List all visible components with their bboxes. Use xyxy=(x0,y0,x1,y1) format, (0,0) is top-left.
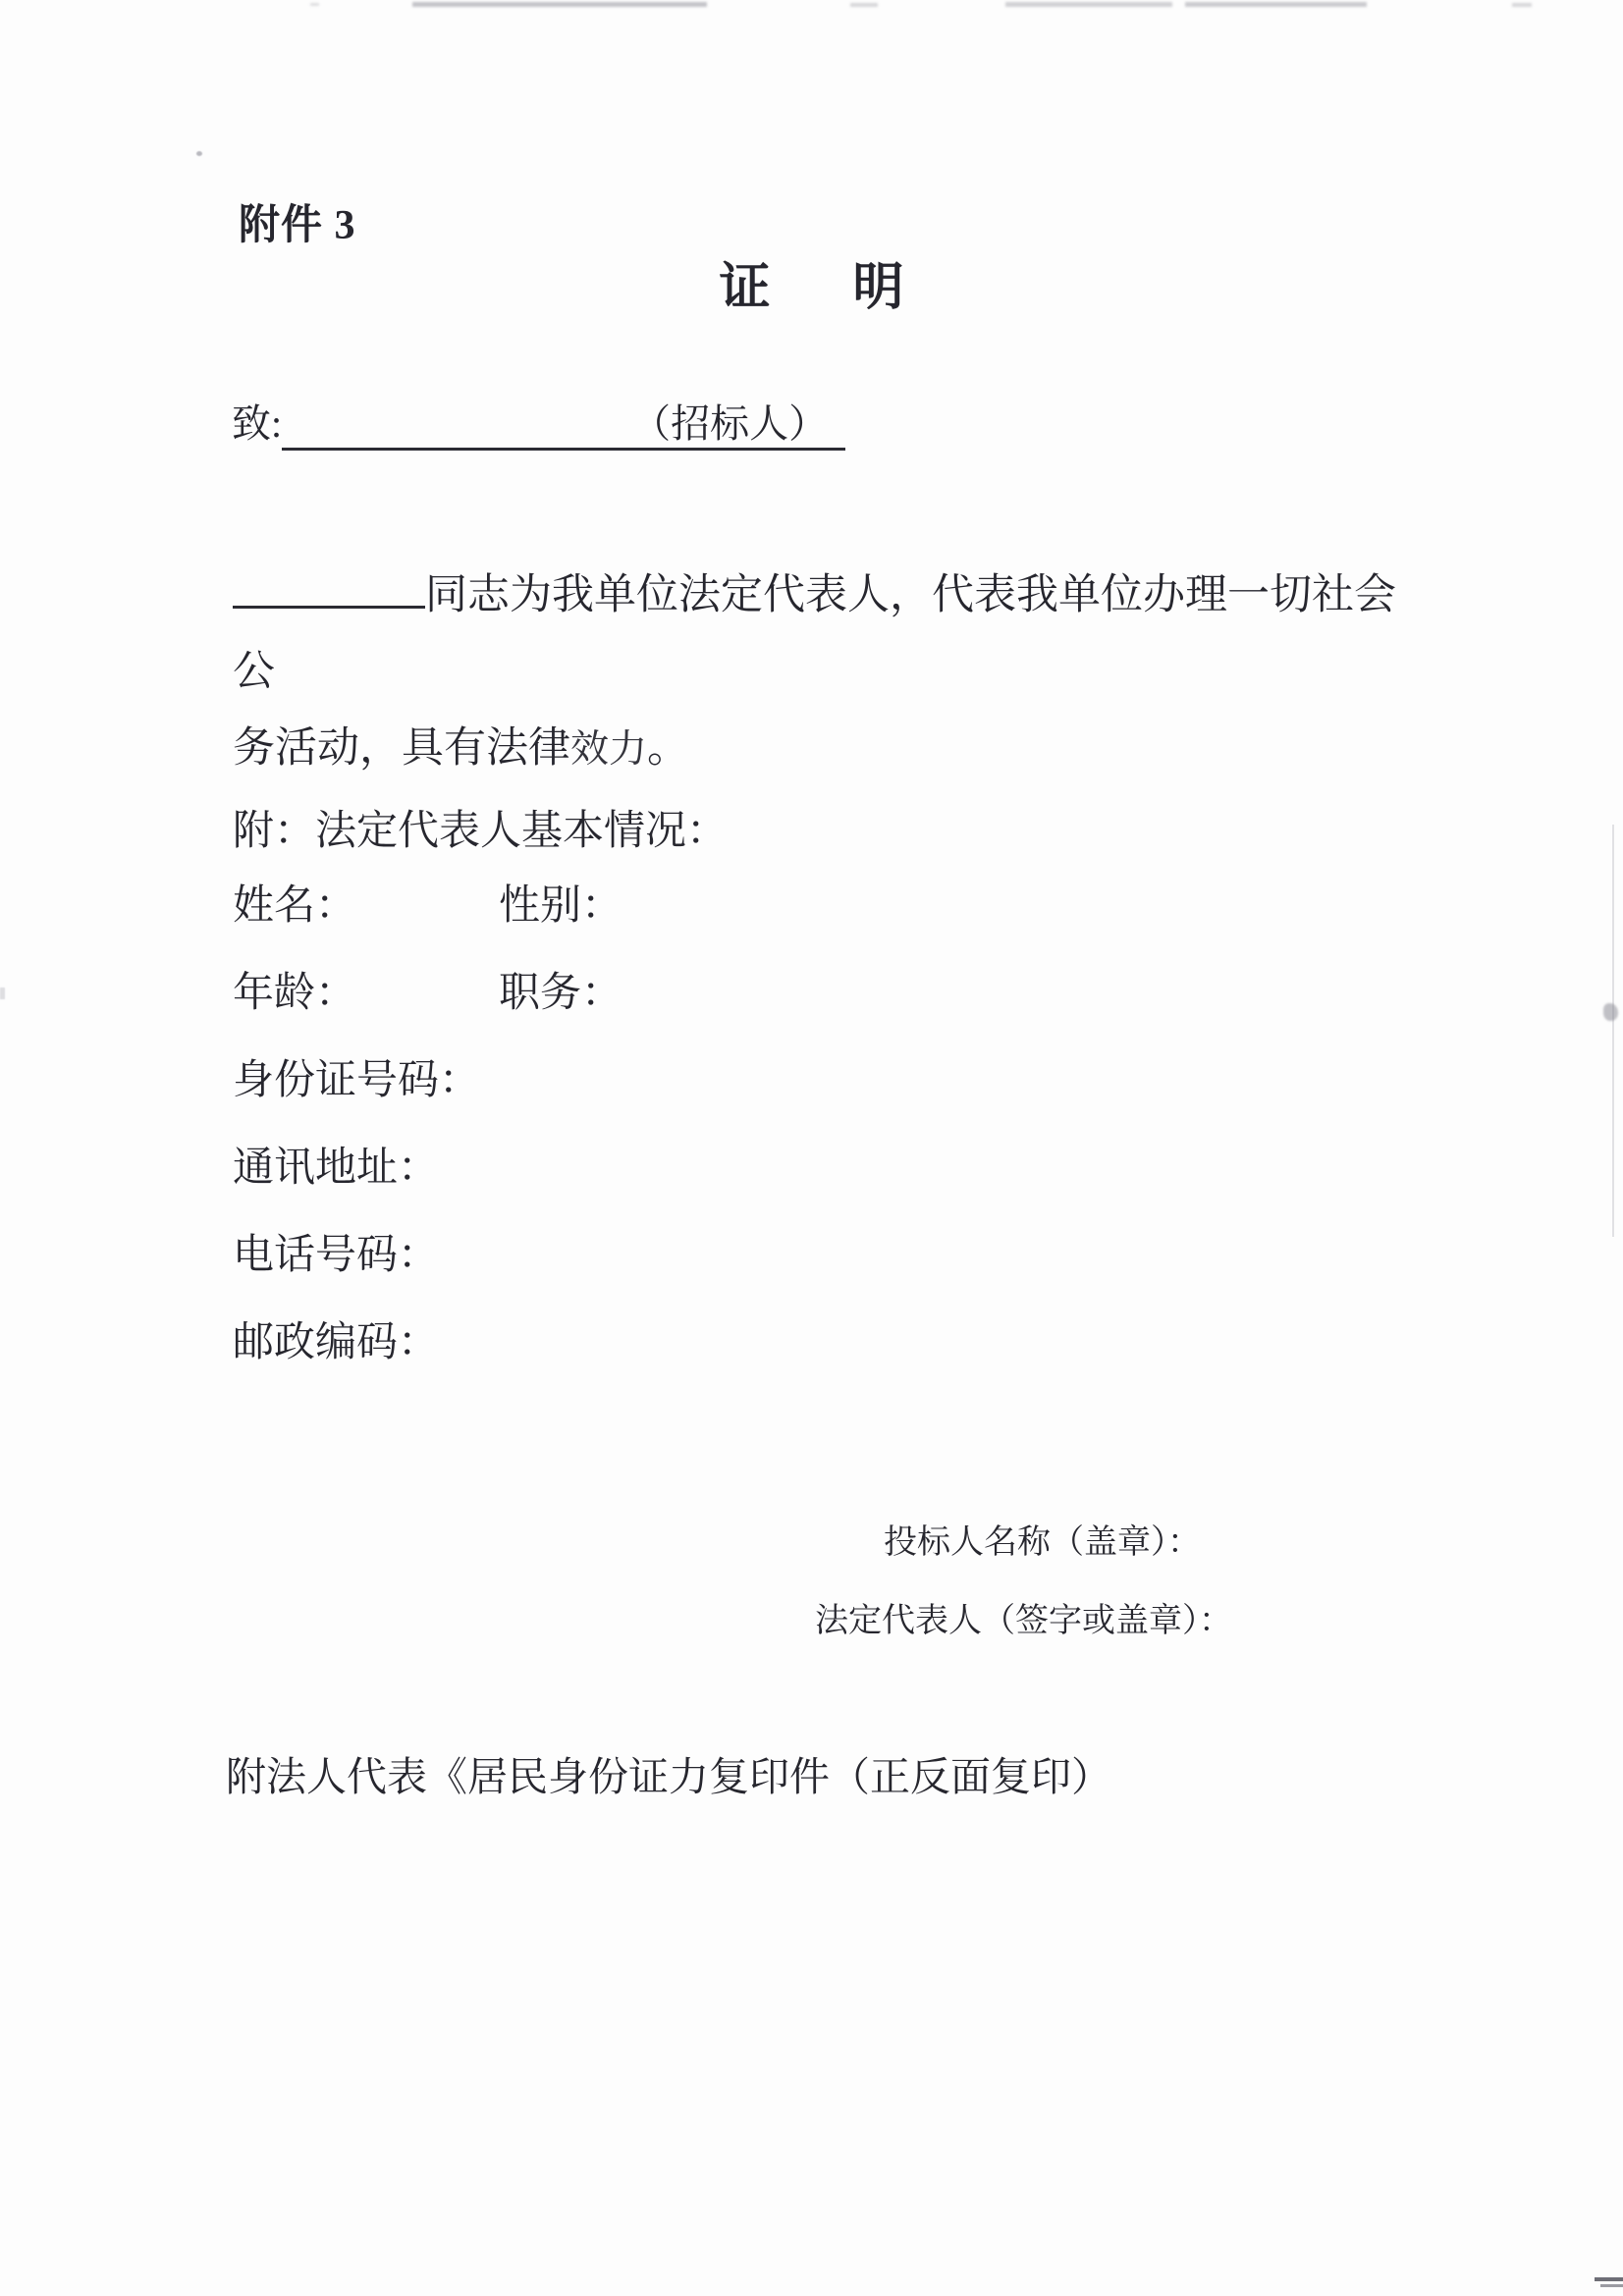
scan-artifact-top-smudge xyxy=(1185,2,1367,7)
info-fields xyxy=(233,883,622,1408)
body-line-2-period: 。 xyxy=(647,725,690,772)
scan-artifact-left-blip xyxy=(0,988,5,999)
field-label-age: 年龄： xyxy=(233,971,357,1016)
field-label-mailing-address: 通讯地址： xyxy=(233,1146,440,1191)
body-line-2-emphasis: 效力 xyxy=(570,728,648,771)
recipient-hint: （招标人） xyxy=(631,401,829,446)
body-line-1-text: 同志为我单位法定代表人，代表我单位办理一切社会公 xyxy=(233,572,1396,695)
scan-artifact-top-smudge xyxy=(1005,2,1172,7)
scan-artifact-right-crease xyxy=(1612,825,1614,1237)
body-line-2-text: 务活动，具有法律 xyxy=(233,725,570,772)
attachment-label: 附件 3 xyxy=(239,203,356,248)
field-label-id-number: 身份证号码： xyxy=(233,1058,481,1103)
signature-bidder-line: 投标人名称（盖章）： xyxy=(884,1524,1201,1561)
field-label-postal-code: 邮政编码： xyxy=(233,1320,440,1365)
info-row-id-number xyxy=(233,1058,622,1146)
scan-artifact-corner-mark xyxy=(1600,2284,1623,2287)
scan-artifact-top-smudge xyxy=(310,3,319,6)
document-title-char: 证 xyxy=(719,260,771,316)
attachment-heading: 附：法定代表人基本情况： xyxy=(233,809,729,854)
field-label-name: 姓名： xyxy=(233,883,357,929)
info-row-mailing-address xyxy=(233,1146,622,1233)
salutation-prefix: 致: xyxy=(232,401,283,446)
scan-artifact-corner-mark xyxy=(1595,2277,1623,2281)
document-title-char: 明 xyxy=(852,260,904,316)
salutation-line xyxy=(232,400,845,451)
info-row-postal-code xyxy=(233,1320,622,1408)
recipient-underline-group xyxy=(282,400,845,451)
footer-note: 附法人代表《居民身份证力复印件（正反面复印） xyxy=(226,1754,1111,1799)
field-label-gender: 性别： xyxy=(499,883,623,929)
body-paragraph xyxy=(233,558,1431,788)
signature-legal-rep-line: 法定代表人（签字或盖章）： xyxy=(815,1603,1232,1639)
info-row-age-position xyxy=(233,971,622,1058)
body-line-2 xyxy=(233,711,1431,788)
scan-artifact-top-smudge xyxy=(850,3,878,7)
info-row-phone-number xyxy=(233,1233,622,1320)
field-label-phone-number: 电话号码： xyxy=(233,1233,440,1278)
scan-artifact-speck xyxy=(196,151,202,156)
scan-artifact-top-smudge xyxy=(1512,3,1532,7)
scan-artifact-right-blob xyxy=(1603,1003,1618,1021)
document-title xyxy=(0,245,1623,319)
field-label-position: 职务： xyxy=(499,971,623,1016)
body-line-1 xyxy=(233,558,1431,711)
scan-artifact-top-smudge xyxy=(412,2,707,7)
info-row-name-gender xyxy=(233,883,622,971)
legal-rep-name-blank-field xyxy=(233,606,425,609)
